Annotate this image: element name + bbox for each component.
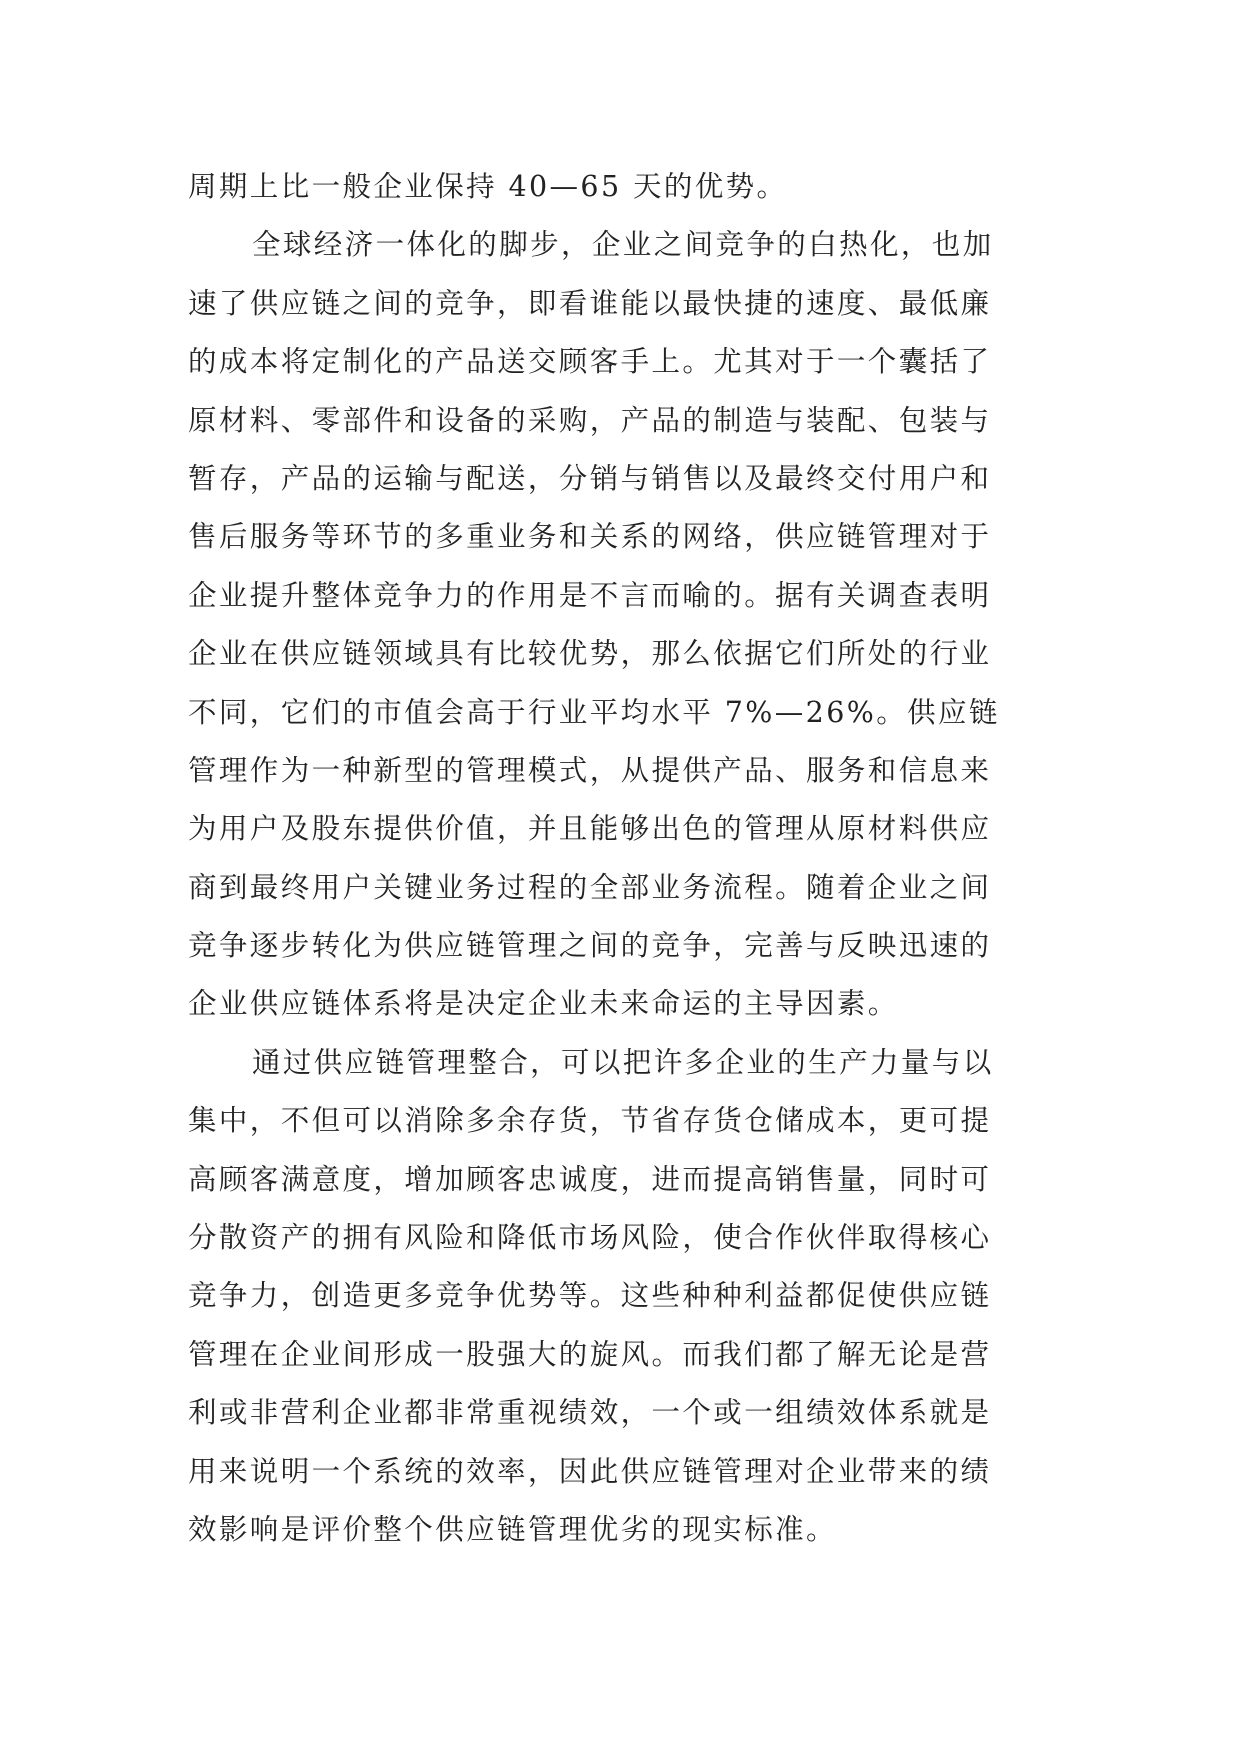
text-line: 周期上比一般企业保持 40—65 天的优势。: [188, 170, 788, 203]
text-line: 管理在企业间形成一股强大的旋风。而我们都了解无论是营: [188, 1337, 992, 1371]
text-line: 管理作为一种新型的管理模式，从提供产品、服务和信息来: [188, 753, 992, 787]
text-line: 速了供应链之间的竞争，即看谁能以最快捷的速度、最低廉: [188, 286, 992, 320]
text-line: 用来说明一个系统的效率，因此供应链管理对企业带来的绩: [188, 1454, 992, 1488]
text-line: 不同，它们的市值会高于行业平均水平 7%—26%。供应链: [188, 695, 1000, 729]
text-line: 利或非营利企业都非常重视绩效，一个或一组绩效体系就是: [188, 1396, 992, 1430]
text-line: 集中，不但可以消除多余存货，节省存货仓储成本，更可提: [188, 1104, 992, 1138]
text-line: 原材料、零部件和设备的采购，产品的制造与装配、包装与: [188, 403, 992, 437]
text-line: 售后服务等环节的多重业务和关系的网络，供应链管理对于: [188, 520, 992, 554]
text-line: 企业供应链体系将是决定企业未来命运的主导因素。: [188, 987, 899, 1021]
text-line: 通过供应链管理整合，可以把许多企业的生产力量与以: [252, 1045, 994, 1079]
text-line: 企业提升整体竞争力的作用是不言而喻的。据有关调查表明: [188, 578, 992, 612]
text-line: 的成本将定制化的产品送交顾客手上。尤其对于一个囊括了: [188, 345, 992, 379]
text-line: 商到最终用户关键业务过程的全部业务流程。随着企业之间: [188, 870, 992, 904]
text-line: 为用户及股东提供价值，并且能够出色的管理从原材料供应: [188, 812, 992, 846]
text-line: 竞争力，创造更多竞争优势等。这些种种利益都促使供应链: [188, 1279, 992, 1313]
text-line: 企业在供应链领域具有比较优势，那么依据它们所处的行业: [188, 637, 992, 671]
text-line: 暂存，产品的运输与配送，分销与销售以及最终交付用户和: [188, 461, 992, 495]
text-line: 竞争逐步转化为供应链管理之间的竞争，完善与反映迅速的: [188, 929, 992, 963]
text-line: 效影响是评价整个供应链管理优劣的现实标准。: [188, 1512, 837, 1546]
text-line: 分散资产的拥有风险和降低市场风险，使合作伙伴取得核心: [188, 1221, 992, 1255]
body-text: [188, 158, 1058, 1559]
text-line: 全球经济一体化的脚步，企业之间竞争的白热化，也加: [252, 228, 994, 262]
text-line: 高顾客满意度，增加顾客忠诚度，进而提高销售量，同时可: [188, 1162, 992, 1196]
